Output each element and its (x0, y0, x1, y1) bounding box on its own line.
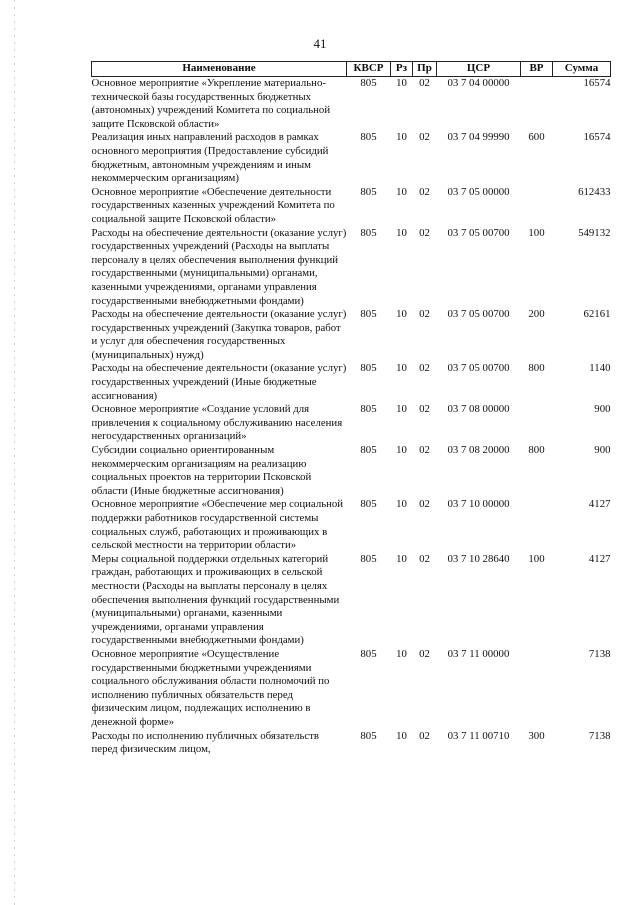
cell-pr: 02 (419, 308, 430, 321)
cell-sum: 549132 (578, 226, 611, 239)
cell-csr: 03 7 11 00710 (447, 729, 510, 742)
table-row (92, 227, 611, 309)
cell-vr (521, 648, 553, 730)
cell-pr: 02 (419, 185, 430, 198)
cell-csr: 03 7 05 00700 (447, 362, 510, 375)
cell-pr: 02 (419, 77, 430, 89)
cell-kvsr: 805 (360, 647, 377, 660)
col-header-rz: Рз (391, 62, 413, 77)
cell-vr: 100 (528, 226, 545, 239)
cell-pr: 02 (419, 444, 430, 457)
col-header-csr: ЦСР (437, 62, 521, 77)
cell-kvsr: 805 (360, 362, 377, 375)
cell-pr: 02 (419, 226, 430, 239)
cell-sum: 900 (594, 444, 611, 457)
cell-name: Расходы на обеспечение деятельности (оказание услуг) государственных учреждений (Расходы на выплаты персоналу в целях обеспечения выполнения функций государственными (муниципальными) органами, казенными учреждениями, органами управления государственными внебюджетными фондами) (91, 226, 347, 307)
cell-kvsr: 805 (360, 444, 377, 457)
cell-csr: 03 7 10 00000 (447, 498, 510, 511)
table-row (92, 77, 611, 132)
cell-name: Расходы на обеспечение деятельности (оказание услуг) государственных учреждений (Закупка товаров, работ и услуг для обеспечения государственных (муниципальных) нужд) (91, 308, 347, 361)
cell-csr: 03 7 04 99990 (447, 131, 510, 144)
cell-pr: 02 (419, 729, 430, 742)
col-header-vr: ВР (521, 62, 553, 77)
cell-sum: 900 (594, 403, 611, 416)
cell-name: Расходы на обеспечение деятельности (оказание услуг) государственных учреждений (Иные бюджетные ассигнования) (91, 362, 347, 402)
cell-csr: 03 7 08 00000 (447, 403, 510, 416)
col-header-name: Наименование (92, 62, 347, 77)
cell-kvsr: 805 (360, 498, 377, 511)
table-row (92, 730, 611, 757)
table-row (92, 444, 611, 498)
cell-kvsr: 805 (360, 729, 377, 742)
cell-rz: 10 (396, 552, 407, 565)
table-row (92, 403, 611, 444)
cell-sum: 16574 (583, 77, 611, 89)
cell-rz: 10 (396, 226, 407, 239)
cell-vr: 300 (528, 729, 545, 742)
cell-pr: 02 (419, 362, 430, 375)
cell-rz: 10 (396, 77, 407, 89)
cell-vr (521, 498, 553, 552)
cell-csr: 03 7 05 00700 (447, 226, 510, 239)
col-header-kvsr: КВСР (347, 62, 391, 77)
cell-vr (521, 77, 553, 132)
cell-name: Основное мероприятие «Создание условий для привлечения к социальному обслуживанию населения негосударственных организаций» (91, 403, 343, 443)
cell-name: Меры социальной поддержки отдельных категорий граждан, работающих и проживающих в сельской местности (Расходы на выплаты персоналу в целях обеспечения выполнения функций государственными (муниципальными) органами, казенными учреждениями, органами управления государственными внебюджетными фондами) (91, 552, 340, 647)
table-row (92, 362, 611, 403)
cell-vr: 600 (528, 131, 545, 144)
cell-vr: 800 (528, 444, 545, 457)
cell-kvsr: 805 (360, 185, 377, 198)
cell-pr: 02 (419, 552, 430, 565)
cell-sum: 7138 (588, 729, 611, 742)
cell-csr: 03 7 10 28640 (447, 552, 510, 565)
cell-csr: 03 7 08 20000 (447, 444, 510, 457)
cell-kvsr: 805 (360, 403, 377, 416)
cell-csr: 03 7 05 00000 (447, 185, 510, 198)
col-header-sum: Сумма (553, 62, 611, 77)
cell-name: Расходы по исполнению публичных обязательств перед физическим лицом, (91, 729, 320, 756)
cell-name: Субсидии социально ориентированным некоммерческим организациям на реализацию социальных проектов на территории Псковской области (Иные бюджетные ассигнования) (91, 444, 312, 497)
cell-sum: 7138 (588, 647, 611, 660)
cell-vr: 100 (528, 552, 545, 565)
col-header-pr: Пр (413, 62, 437, 77)
scan-margin-line (14, 0, 15, 905)
table-row (92, 186, 611, 227)
cell-vr (521, 186, 553, 227)
cell-sum: 4127 (588, 498, 611, 511)
cell-pr: 02 (419, 403, 430, 416)
table-row (92, 131, 611, 185)
table-row (92, 308, 611, 362)
cell-name: Реализация иных направлений расходов в рамках основного мероприятия (Предоставление субсидий бюджетным, автономным учреждениям и иным некоммерческим организациям) (91, 131, 329, 185)
cell-name: Основное мероприятие «Осуществление государственными бюджетными учреждениями социального обслуживания области полномочий по исполнению публичных обязательств перед физическим лицом, подлежащих исполнению в денежной форме» (91, 647, 330, 728)
cell-pr: 02 (419, 498, 430, 511)
cell-rz: 10 (396, 444, 407, 457)
cell-name: Основное мероприятие «Обеспечение мер социальной поддержки работников государственной системы социальных служб, работающих и проживающих в сельской местности на территории области» (91, 498, 344, 552)
cell-rz: 10 (396, 403, 407, 416)
cell-rz: 10 (396, 362, 407, 375)
cell-pr: 02 (419, 131, 430, 144)
table-body (92, 77, 611, 757)
cell-kvsr: 805 (360, 552, 377, 565)
cell-csr: 03 7 04 00000 (447, 77, 510, 89)
budget-table (91, 61, 611, 757)
cell-pr: 02 (419, 647, 430, 660)
cell-kvsr: 805 (360, 131, 377, 144)
table-row (92, 498, 611, 552)
table-row (92, 553, 611, 648)
cell-name: Основное мероприятие «Обеспечение деятельности государственных казенных учреждений Комитета по социальной защите Псковской области» (91, 185, 335, 225)
table-header-row (92, 62, 611, 77)
cell-rz: 10 (396, 729, 407, 742)
cell-rz: 10 (396, 131, 407, 144)
cell-rz: 10 (396, 308, 407, 321)
cell-rz: 10 (396, 498, 407, 511)
page-number: 41 (313, 36, 327, 51)
cell-sum: 4127 (588, 552, 611, 565)
cell-kvsr: 805 (360, 226, 377, 239)
cell-sum: 1140 (589, 362, 611, 375)
table-row (92, 648, 611, 730)
cell-rz: 10 (396, 185, 407, 198)
cell-name: Основное мероприятие «Укрепление материально-технической базы государственных бюджетных (автономных) учреждений Комитета по социальной защите Псковской области» (91, 77, 331, 130)
cell-vr (521, 403, 553, 444)
cell-csr: 03 7 11 00000 (447, 647, 510, 660)
cell-csr: 03 7 05 00700 (447, 308, 510, 321)
cell-sum: 16574 (583, 131, 611, 144)
cell-sum: 612433 (578, 185, 611, 198)
cell-vr: 200 (528, 308, 545, 321)
cell-sum: 62161 (583, 308, 611, 321)
cell-kvsr: 805 (360, 77, 377, 89)
cell-vr: 800 (528, 362, 545, 375)
cell-rz: 10 (396, 647, 407, 660)
cell-kvsr: 805 (360, 308, 377, 321)
